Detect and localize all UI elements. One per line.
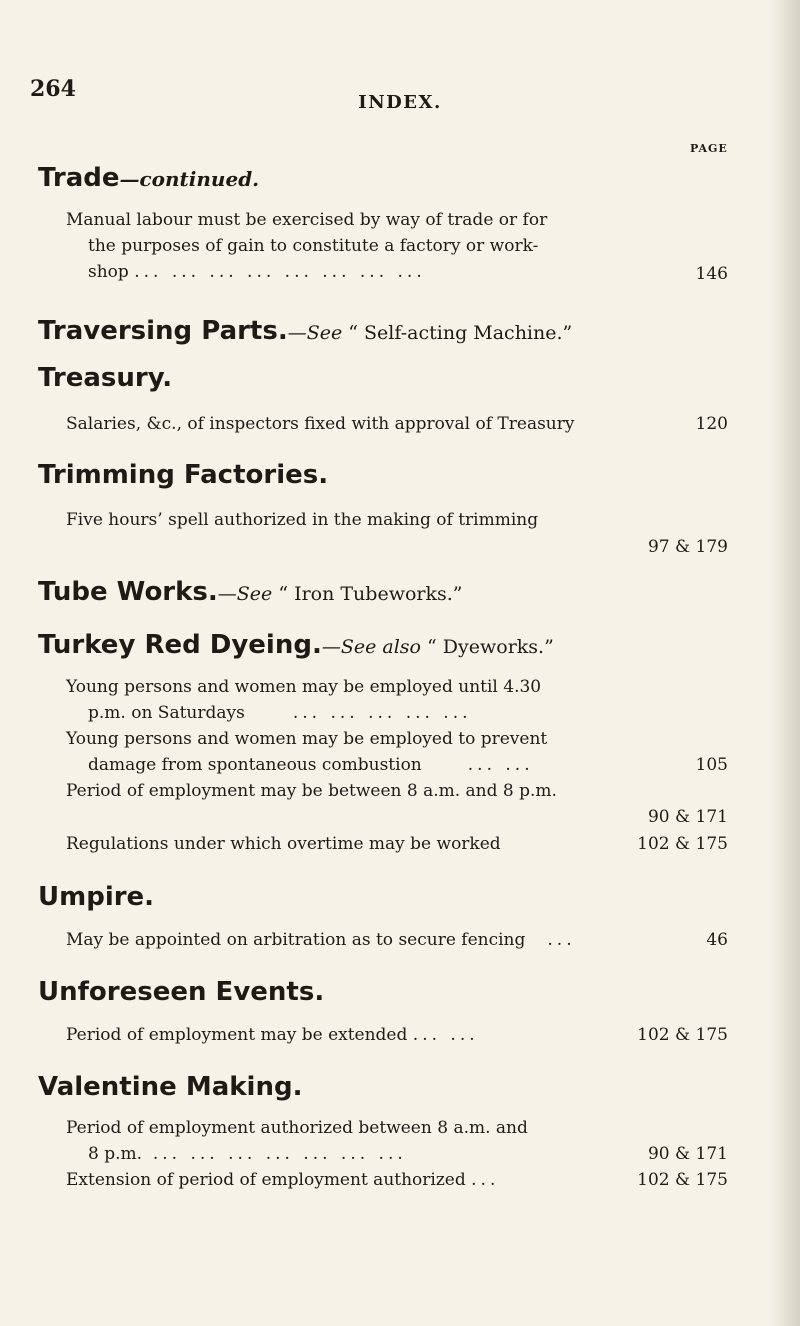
- entry-heading-traversing-parts: Traversing Parts.—See “ Self-acting Machine.”: [38, 316, 573, 346]
- page-number: 264: [30, 76, 76, 102]
- unforeseen-line: Period of employment may be extended ... ...: [66, 1025, 479, 1045]
- continued-label: —continued.: [119, 167, 260, 191]
- valentine-line-1: Period of employment authorized between 8 a.m. and: [66, 1118, 528, 1138]
- turkey-entry-4-line: Regulations under which overtime may be worked: [66, 834, 501, 854]
- turkey-entry-1-line-2: p.m. on Saturdays ... ... ... ... ...: [88, 703, 472, 723]
- valentine-page-ref-1: 90 & 171: [647, 1144, 728, 1164]
- turkey-entry-3-line: Period of employment may be between 8 a.m. and 8 p.m.: [66, 781, 557, 801]
- treasury-page-ref: 120: [695, 414, 728, 434]
- valentine-page-ref-2: 102 & 175: [637, 1170, 728, 1190]
- entry-heading-trade: Trade—continued.: [38, 163, 260, 193]
- umpire-page-ref: 46: [706, 930, 728, 950]
- unforeseen-page-ref: 102 & 175: [637, 1025, 728, 1045]
- trade-line-1: Manual labour must be exercised by way of trade or for: [66, 210, 548, 230]
- turkey-entry-4-page-ref: 102 & 175: [637, 834, 728, 854]
- entry-heading-unforeseen-events: Unforeseen Events.: [38, 977, 325, 1007]
- turkey-entry-2-page-ref: 105: [695, 755, 728, 775]
- trade-line-2: the purposes of gain to constitute a factory or work-: [88, 236, 539, 256]
- page-column-label: PAGE: [690, 142, 728, 155]
- turkey-entry-2-line-1: Young persons and women may be employed to prevent: [66, 729, 548, 749]
- valentine-line-2: 8 p.m. ... ... ... ... ... ... ...: [88, 1144, 407, 1164]
- turkey-entry-1-line-1: Young persons and women may be employed until 4.30: [66, 677, 542, 697]
- running-head: INDEX.: [358, 92, 442, 113]
- treasury-line: Salaries, &c., of inspectors fixed with approval of Treasury: [66, 414, 575, 434]
- entry-heading-tube-works: Tube Works.—See “ Iron Tubeworks.”: [38, 577, 463, 607]
- entry-heading-treasury: Treasury.: [38, 363, 173, 393]
- trimming-page-ref: 97 & 179: [647, 537, 728, 557]
- valentine-line-3: Extension of period of employment authorized ...: [66, 1170, 500, 1190]
- entry-heading-turkey-red-dyeing: Turkey Red Dyeing.—See also “ Dyeworks.”: [38, 630, 554, 660]
- umpire-line: May be appointed on arbitration as to secure fencing ...: [66, 930, 576, 950]
- trimming-line: Five hours’ spell authorized in the making of trimming: [66, 510, 539, 530]
- entry-heading-valentine-making: Valentine Making.: [38, 1072, 303, 1102]
- page-edge-shadow: [770, 0, 800, 1326]
- entry-heading-trimming-factories: Trimming Factories.: [38, 460, 329, 490]
- entry-heading-umpire: Umpire.: [38, 882, 155, 912]
- turkey-entry-2-line-2: damage from spontaneous combustion ... ...: [88, 755, 534, 775]
- turkey-entry-3-page-ref: 90 & 171: [647, 807, 728, 827]
- trade-line-3: shop ... ... ... ... ... ... ... ...: [88, 262, 426, 282]
- trade-page-ref: 146: [695, 264, 728, 284]
